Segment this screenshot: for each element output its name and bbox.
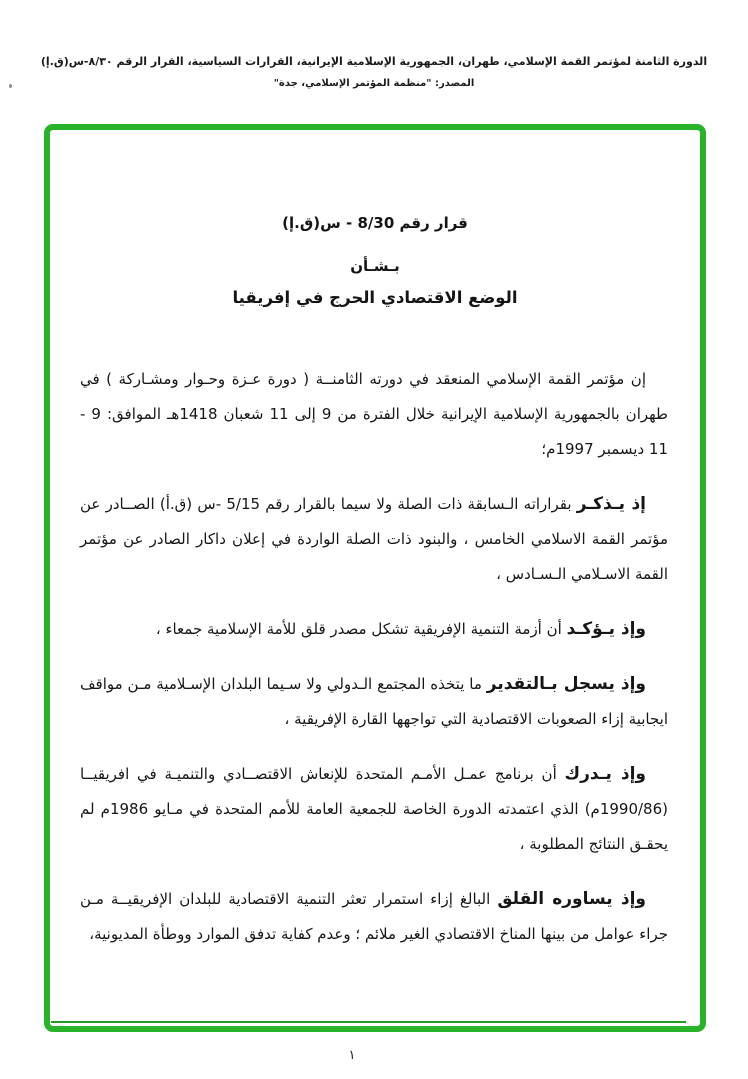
resolution-title: [50, 214, 700, 307]
body-paragraph-affirming: [80, 612, 668, 647]
paragraph-lead: وإذ يـؤكـد: [566, 619, 646, 639]
body-paragraph-aware: [80, 757, 668, 862]
body-paragraph-preamble: [80, 362, 668, 467]
paragraph-text: أن برنامج عمـل الأمـم المتحدة للإنعاش الاقتصــادي والتنميـة في افريقيــا (1990/86م) الذي اعتمدته الدورة الخاصة للجمعية العامة للأمم المتحدة في مـايو 1986م لم يحقـق النتائج المطلوبة ،: [80, 765, 669, 853]
body-paragraph-concerned: [80, 882, 668, 952]
paragraph-text: ما يتخذه المجتمع الـدولي ولا سـيما البلدان الإسـلامية مـن مواقف ايجابية إزاء الصعوبات الاقتصادية التي تواجهها القارة الإفريقية ،: [80, 675, 668, 728]
paragraph-text: إن مؤتمر القمة الإسلامي المنعقد في دورته الثامنــة ( دورة عـزة وحـوار ومشـاركة ) في طهران بالجمهورية الإسلامية الإيرانية خلال الفترة من 9 إلى 11 شعبان 1418هـ الموافق: 9 - 11 ديسمبر 1997م؛: [80, 370, 668, 458]
resolution-body: [80, 362, 668, 952]
paragraph-text: بقراراته الـسابقة ذات الصلة ولا سيما بالقرار رقم 5/15 -س (ق.أ) الصــادر عن مؤتمر القمة الاسلامي الخامس ، والبنود ذات الصلة الواردة في إعلان داكار الصادر عن مؤتمر القمة الاسـلامي الـسـادس ،: [80, 495, 668, 583]
paragraph-text: البالغ إزاء استمرار تعثر التنمية الاقتصادية للبلدان الإفريقيــة مـن جراء عوامل من بينها المناخ الاقتصادي الغير ملائم ؛ وعدم كفاية تدفق الموارد ووطأة المديونية،: [80, 890, 668, 943]
annotation-border: [44, 124, 706, 1032]
paragraph-text: أن أزمة التنمية الإفريقية تشكل مصدر قلق للأمة الإسلامية جمعاء ،: [155, 620, 562, 638]
paragraph-lead: وإذ يسجل بـالتقدير: [486, 674, 646, 694]
resolution-number: قرار رقم 8/30 - س(ق.إ): [282, 214, 468, 232]
page-number: ١: [348, 1048, 356, 1063]
body-paragraph-noting-appreciation: [80, 667, 668, 737]
document-header: [8, 54, 740, 89]
body-paragraph-recalling: [80, 487, 668, 592]
paragraph-lead: وإذ يساوره القلق: [497, 889, 646, 909]
paragraph-lead: وإذ يـدرك: [564, 764, 646, 784]
title-subject: الوضع الاقتصادي الحرج في إفريقيا: [232, 288, 518, 307]
header-source: المصدر: "منظمة المؤتمر الإسلامي، جدة": [273, 77, 475, 89]
title-regarding: بـشـأن: [350, 257, 400, 275]
scan-speck: [9, 84, 12, 88]
paragraph-lead: إذ يـذكـر: [576, 494, 646, 514]
header-citation: الدورة الثامنة لمؤتمر القمة الإسلامي، طهران، الجمهورية الإسلامية الإيرانية، القرارات السياسية، القرار الرقم ٨/٣٠-س(ق.إ): [40, 55, 708, 68]
